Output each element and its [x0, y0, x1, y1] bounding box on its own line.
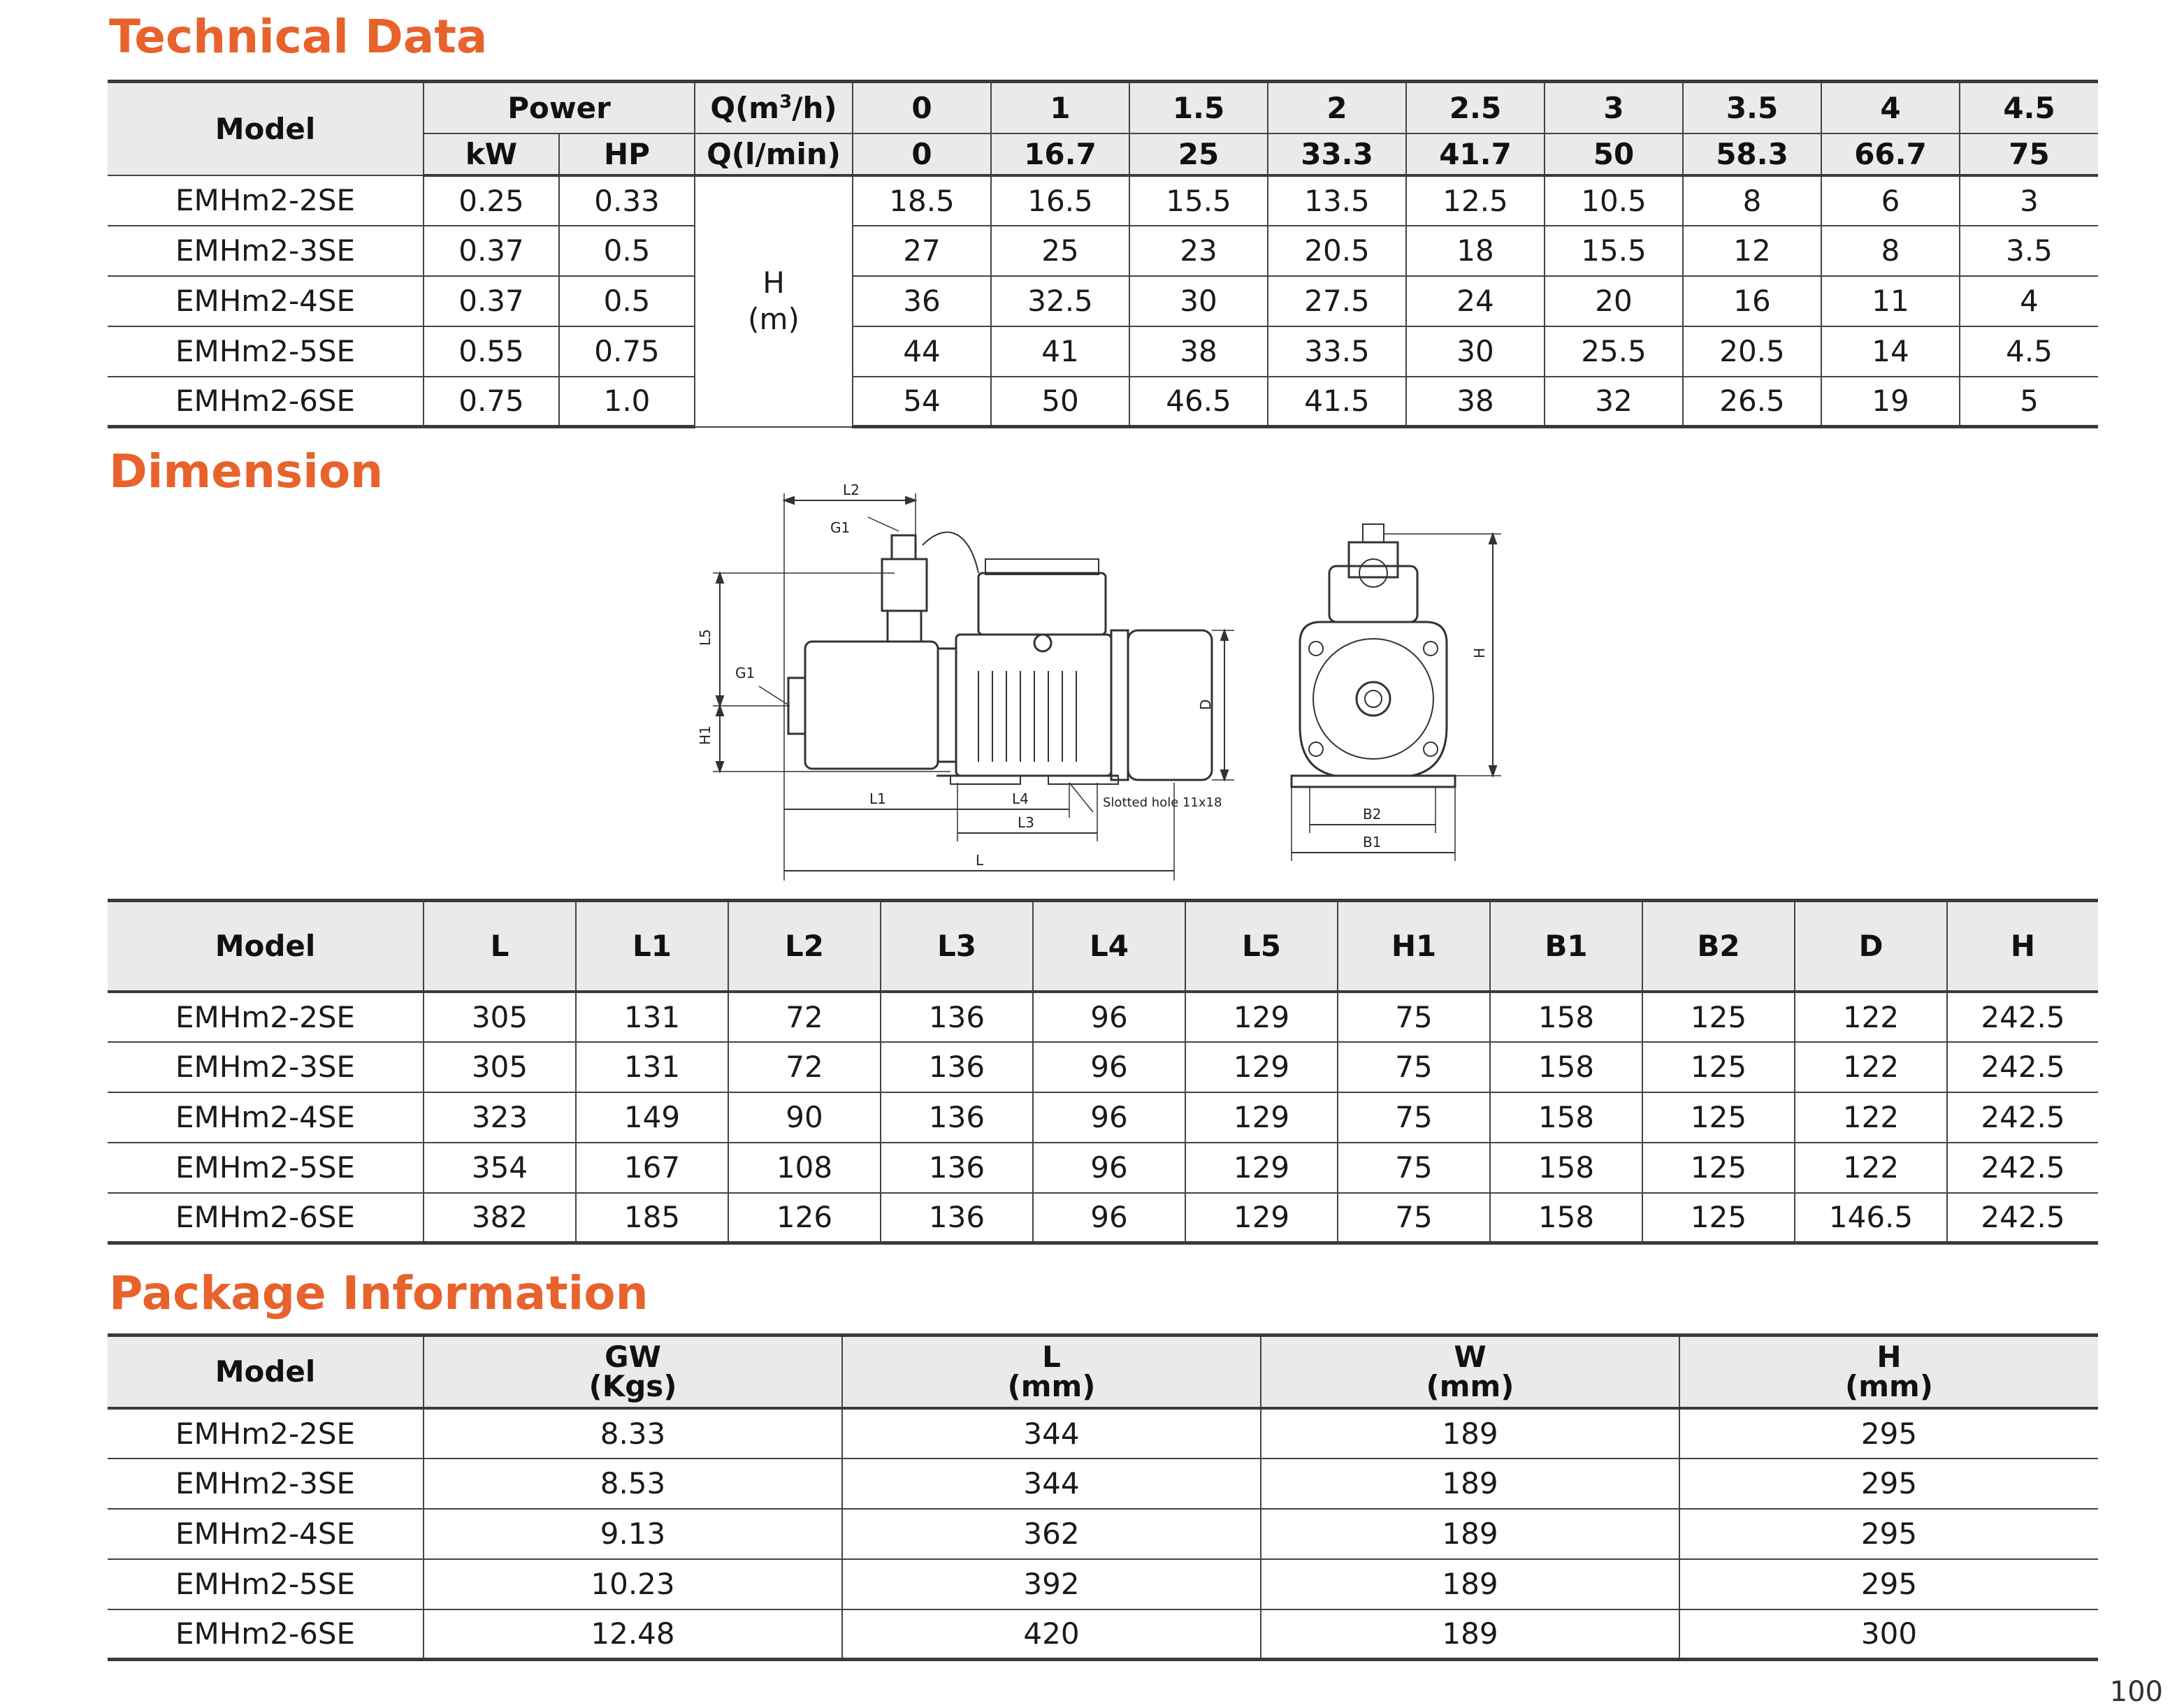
dim-cell: 129 [1185, 1042, 1338, 1092]
table-row [108, 326, 2098, 377]
head-cell: 26.5 [1683, 377, 1821, 427]
model-cell: EMHm2-4SE [108, 1092, 424, 1143]
model-cell: EMHm2-6SE [108, 377, 424, 427]
table-row [108, 1559, 2098, 1609]
dim-header-cell: B2 [1642, 901, 1795, 992]
dim-label-g1-top: G1 [830, 519, 851, 536]
pkg-header-cell: H (mm) [1679, 1336, 2098, 1408]
head-cell: 15.5 [1545, 226, 1683, 276]
dim-cell: 122 [1795, 1092, 1947, 1143]
dim-cell: 122 [1795, 1143, 1947, 1193]
tech-model-header: Model [108, 82, 424, 175]
pkg-header-cell: GW (Kgs) [424, 1336, 842, 1408]
tech-q-cell: 2.5 [1406, 82, 1545, 133]
head-cell: 41.5 [1268, 377, 1406, 427]
pkg-cell: 189 [1261, 1509, 1679, 1559]
dim-cell: 158 [1490, 1092, 1642, 1143]
pkg-cell: 295 [1679, 1509, 2098, 1559]
head-cell: 19 [1821, 377, 1960, 427]
model-cell: EMHm2-3SE [108, 226, 424, 276]
dim-header-cell: H [1947, 901, 2098, 992]
head-cell: 3.5 [1960, 226, 2098, 276]
dim-cell: 108 [728, 1143, 881, 1193]
dimension-header-row [108, 901, 2098, 992]
tech-q-cell: 3 [1545, 82, 1683, 133]
dim-cell: 125 [1642, 1143, 1795, 1193]
dim-header-cell: L1 [576, 901, 728, 992]
head-cell: 14 [1821, 326, 1960, 377]
head-cell: 38 [1129, 326, 1268, 377]
pump-dimension-drawing [685, 475, 1524, 881]
pkg-header-cell: L (mm) [842, 1336, 1261, 1408]
dim-header-cell: L5 [1185, 901, 1338, 992]
dim-label-slotted-hole: Slotted hole 11x18 [1103, 795, 1222, 810]
tech-q-cell: 1.5 [1129, 82, 1268, 133]
tech-qlmin-cell: 41.7 [1406, 133, 1545, 175]
model-cell: EMHm2-6SE [108, 1609, 424, 1660]
dim-cell: 129 [1185, 992, 1338, 1042]
head-cell: 8 [1683, 175, 1821, 226]
head-cell: 41 [991, 326, 1129, 377]
dim-cell: 242.5 [1947, 1143, 2098, 1193]
dim-cell: 242.5 [1947, 1042, 2098, 1092]
table-row [108, 377, 2098, 427]
table-row [108, 1459, 2098, 1509]
dim-header-cell: L4 [1033, 901, 1185, 992]
head-cell: 16.5 [991, 175, 1129, 226]
page-number: 100 [2109, 1676, 2163, 1708]
kw-cell: 0.55 [424, 326, 559, 377]
tech-q-cell: 1 [991, 82, 1129, 133]
dim-label-l: L [976, 852, 984, 869]
tech-qlmin-cell: 75 [1960, 133, 2098, 175]
package-info-title: Package Information [109, 1266, 649, 1320]
pump-side-view [713, 493, 1234, 881]
technical-data-title: Technical Data [109, 10, 488, 64]
dim-label-l4: L4 [1012, 790, 1029, 807]
dim-label-l1: L1 [869, 790, 886, 807]
dim-cell: 305 [424, 1042, 576, 1092]
dim-cell: 136 [881, 1143, 1033, 1193]
package-table [108, 1333, 2098, 1661]
dim-cell: 96 [1033, 992, 1185, 1042]
dim-cell: 126 [728, 1193, 881, 1243]
head-cell: 30 [1406, 326, 1545, 377]
dim-header-cell: L [424, 901, 576, 992]
head-cell: 25.5 [1545, 326, 1683, 377]
pkg-cell: 300 [1679, 1609, 2098, 1660]
dim-cell: 125 [1642, 992, 1795, 1042]
table-row [108, 1509, 2098, 1559]
dim-cell: 72 [728, 992, 881, 1042]
head-cell: 46.5 [1129, 377, 1268, 427]
tech-header-row-1 [108, 82, 2098, 133]
head-cell: 50 [991, 377, 1129, 427]
pkg-cell: 362 [842, 1509, 1261, 1559]
table-row [108, 175, 2098, 226]
head-cell: 18 [1406, 226, 1545, 276]
head-cell: 16 [1683, 276, 1821, 326]
dim-cell: 242.5 [1947, 1193, 2098, 1243]
model-cell: EMHm2-4SE [108, 1509, 424, 1559]
head-cell: 13.5 [1268, 175, 1406, 226]
hp-cell: 0.5 [559, 276, 695, 326]
pkg-cell: 189 [1261, 1609, 1679, 1660]
model-cell: EMHm2-2SE [108, 992, 424, 1042]
head-cell: 32 [1545, 377, 1683, 427]
head-cell: 33.5 [1268, 326, 1406, 377]
dim-cell: 158 [1490, 1193, 1642, 1243]
head-cell: 32.5 [991, 276, 1129, 326]
tech-qlmin-cell: 25 [1129, 133, 1268, 175]
kw-cell: 0.75 [424, 377, 559, 427]
dim-cell: 136 [881, 1092, 1033, 1143]
dim-label-g1-side: G1 [735, 665, 755, 681]
dim-cell: 75 [1338, 992, 1490, 1042]
dim-cell: 75 [1338, 1193, 1490, 1243]
dim-header-cell: L3 [881, 901, 1033, 992]
dim-cell: 382 [424, 1193, 576, 1243]
dim-cell: 131 [576, 992, 728, 1042]
head-cell: 15.5 [1129, 175, 1268, 226]
hp-cell: 0.75 [559, 326, 695, 377]
dim-cell: 185 [576, 1193, 728, 1243]
tech-power-header: Power [424, 82, 695, 133]
head-cell: 27 [853, 226, 991, 276]
dim-label-b2: B2 [1363, 806, 1382, 823]
dim-cell: 96 [1033, 1193, 1185, 1243]
dim-cell: 96 [1033, 1042, 1185, 1092]
tech-q-cell: 2 [1268, 82, 1406, 133]
tech-hp-header: HP [559, 133, 695, 175]
dim-cell: 129 [1185, 1143, 1338, 1193]
pkg-cell: 344 [842, 1459, 1261, 1509]
table-row [108, 226, 2098, 276]
dim-label-l3: L3 [1018, 814, 1034, 831]
pkg-cell: 12.48 [424, 1609, 842, 1660]
table-row [108, 276, 2098, 326]
model-cell: EMHm2-3SE [108, 1042, 424, 1092]
tech-q-cell: 3.5 [1683, 82, 1821, 133]
dim-cell: 354 [424, 1143, 576, 1193]
dim-cell: 136 [881, 1042, 1033, 1092]
dim-header-cell: Model [108, 901, 424, 992]
pkg-cell: 344 [842, 1408, 1261, 1459]
head-cell: 4.5 [1960, 326, 2098, 377]
head-cell: 20 [1545, 276, 1683, 326]
dim-header-cell: H1 [1338, 901, 1490, 992]
head-cell: 6 [1821, 175, 1960, 226]
dim-cell: 125 [1642, 1193, 1795, 1243]
head-cell: 8 [1821, 226, 1960, 276]
head-cell: 30 [1129, 276, 1268, 326]
pkg-cell: 295 [1679, 1459, 2098, 1509]
technical-data-table [108, 80, 2098, 428]
head-cell: 12.5 [1406, 175, 1545, 226]
dim-label-b1: B1 [1363, 834, 1382, 851]
tech-kw-header: kW [424, 133, 559, 175]
pkg-cell: 189 [1261, 1459, 1679, 1509]
dim-cell: 129 [1185, 1193, 1338, 1243]
tech-q-cell: 0 [853, 82, 991, 133]
model-cell: EMHm2-2SE [108, 1408, 424, 1459]
model-cell: EMHm2-3SE [108, 1459, 424, 1509]
dim-label-h1: H1 [697, 725, 714, 745]
tech-qlmin-cell: 33.3 [1268, 133, 1406, 175]
head-cell: 3 [1960, 175, 2098, 226]
pkg-header-cell: Model [108, 1336, 424, 1408]
pkg-cell: 392 [842, 1559, 1261, 1609]
dim-cell: 75 [1338, 1143, 1490, 1193]
dim-cell: 136 [881, 1193, 1033, 1243]
dim-cell: 122 [1795, 992, 1947, 1042]
dim-cell: 158 [1490, 1042, 1642, 1092]
model-cell: EMHm2-2SE [108, 175, 424, 226]
tech-q-m3h-header: $Q(m^3/h)$ [695, 82, 853, 133]
tech-qlmin-cell: 0 [853, 133, 991, 175]
tech-qlmin-cell: 50 [1545, 133, 1683, 175]
pump-front-view [1292, 524, 1501, 861]
pkg-cell: 295 [1679, 1408, 2098, 1459]
head-cell: 10.5 [1545, 175, 1683, 226]
kw-cell: 0.37 [424, 226, 559, 276]
tech-qlmin-cell: 16.7 [991, 133, 1129, 175]
dim-header-cell: L2 [728, 901, 881, 992]
tech-q-cell: 4 [1821, 82, 1960, 133]
dimension-title: Dimension [109, 444, 384, 498]
table-row [108, 1193, 2098, 1243]
model-cell: EMHm2-5SE [108, 1143, 424, 1193]
head-cell: 12 [1683, 226, 1821, 276]
table-row [108, 1143, 2098, 1193]
dim-cell: 242.5 [1947, 992, 2098, 1042]
dim-cell: 131 [576, 1042, 728, 1092]
dim-cell: 146.5 [1795, 1193, 1947, 1243]
dim-cell: 305 [424, 992, 576, 1042]
head-cell: 5 [1960, 377, 2098, 427]
head-cell: 44 [853, 326, 991, 377]
dim-cell: 75 [1338, 1092, 1490, 1143]
dim-header-cell: D [1795, 901, 1947, 992]
model-cell: EMHm2-5SE [108, 1559, 424, 1609]
package-header-row [108, 1336, 2098, 1408]
head-cell: 25 [991, 226, 1129, 276]
dim-label-l2: L2 [843, 482, 860, 498]
pkg-header-cell: W (mm) [1261, 1336, 1679, 1408]
dim-label-h: H [1471, 647, 1488, 658]
dim-cell: 125 [1642, 1042, 1795, 1092]
pkg-cell: 189 [1261, 1559, 1679, 1609]
head-cell: 54 [853, 377, 991, 427]
dim-cell: 96 [1033, 1143, 1185, 1193]
dim-cell: 136 [881, 992, 1033, 1042]
dimension-table [108, 899, 2098, 1245]
table-row [108, 1609, 2098, 1660]
tech-q-cell: 4.5 [1960, 82, 2098, 133]
pkg-cell: 420 [842, 1609, 1261, 1660]
dim-cell: 75 [1338, 1042, 1490, 1092]
dim-cell: 158 [1490, 992, 1642, 1042]
model-cell: EMHm2-5SE [108, 326, 424, 377]
table-row [108, 1042, 2098, 1092]
tech-q-lmin-header: Q(l/min) [695, 133, 853, 175]
pkg-cell: 295 [1679, 1559, 2098, 1609]
head-cell: 11 [1821, 276, 1960, 326]
model-cell: EMHm2-6SE [108, 1193, 424, 1243]
table-row [108, 1092, 2098, 1143]
table-row [108, 1408, 2098, 1459]
pkg-cell: 189 [1261, 1408, 1679, 1459]
dim-cell: 96 [1033, 1092, 1185, 1143]
dim-cell: 90 [728, 1092, 881, 1143]
tech-qlmin-cell: 58.3 [1683, 133, 1821, 175]
head-cell: 20.5 [1683, 326, 1821, 377]
pkg-cell: 8.33 [424, 1408, 842, 1459]
dim-label-d: D [1197, 699, 1214, 710]
dim-cell: 167 [576, 1143, 728, 1193]
dim-label-l5: L5 [697, 629, 714, 646]
tech-h-label: H (m) [695, 175, 853, 427]
dim-cell: 125 [1642, 1092, 1795, 1143]
head-cell: 18.5 [853, 175, 991, 226]
pkg-cell: 8.53 [424, 1459, 842, 1509]
dim-cell: 72 [728, 1042, 881, 1092]
hp-cell: 0.5 [559, 226, 695, 276]
tech-qlmin-cell: 66.7 [1821, 133, 1960, 175]
model-cell: EMHm2-4SE [108, 276, 424, 326]
head-cell: 24 [1406, 276, 1545, 326]
dim-cell: 149 [576, 1092, 728, 1143]
kw-cell: 0.37 [424, 276, 559, 326]
head-cell: 36 [853, 276, 991, 326]
pkg-cell: 9.13 [424, 1509, 842, 1559]
hp-cell: 1.0 [559, 377, 695, 427]
kw-cell: 0.25 [424, 175, 559, 226]
dim-cell: 122 [1795, 1042, 1947, 1092]
hp-cell: 0.33 [559, 175, 695, 226]
dim-cell: 242.5 [1947, 1092, 2098, 1143]
head-cell: 27.5 [1268, 276, 1406, 326]
head-cell: 4 [1960, 276, 2098, 326]
dim-cell: 129 [1185, 1092, 1338, 1143]
head-cell: 38 [1406, 377, 1545, 427]
dim-cell: 158 [1490, 1143, 1642, 1193]
head-cell: 20.5 [1268, 226, 1406, 276]
dim-header-cell: B1 [1490, 901, 1642, 992]
pkg-cell: 10.23 [424, 1559, 842, 1609]
dim-cell: 323 [424, 1092, 576, 1143]
head-cell: 23 [1129, 226, 1268, 276]
table-row [108, 992, 2098, 1042]
